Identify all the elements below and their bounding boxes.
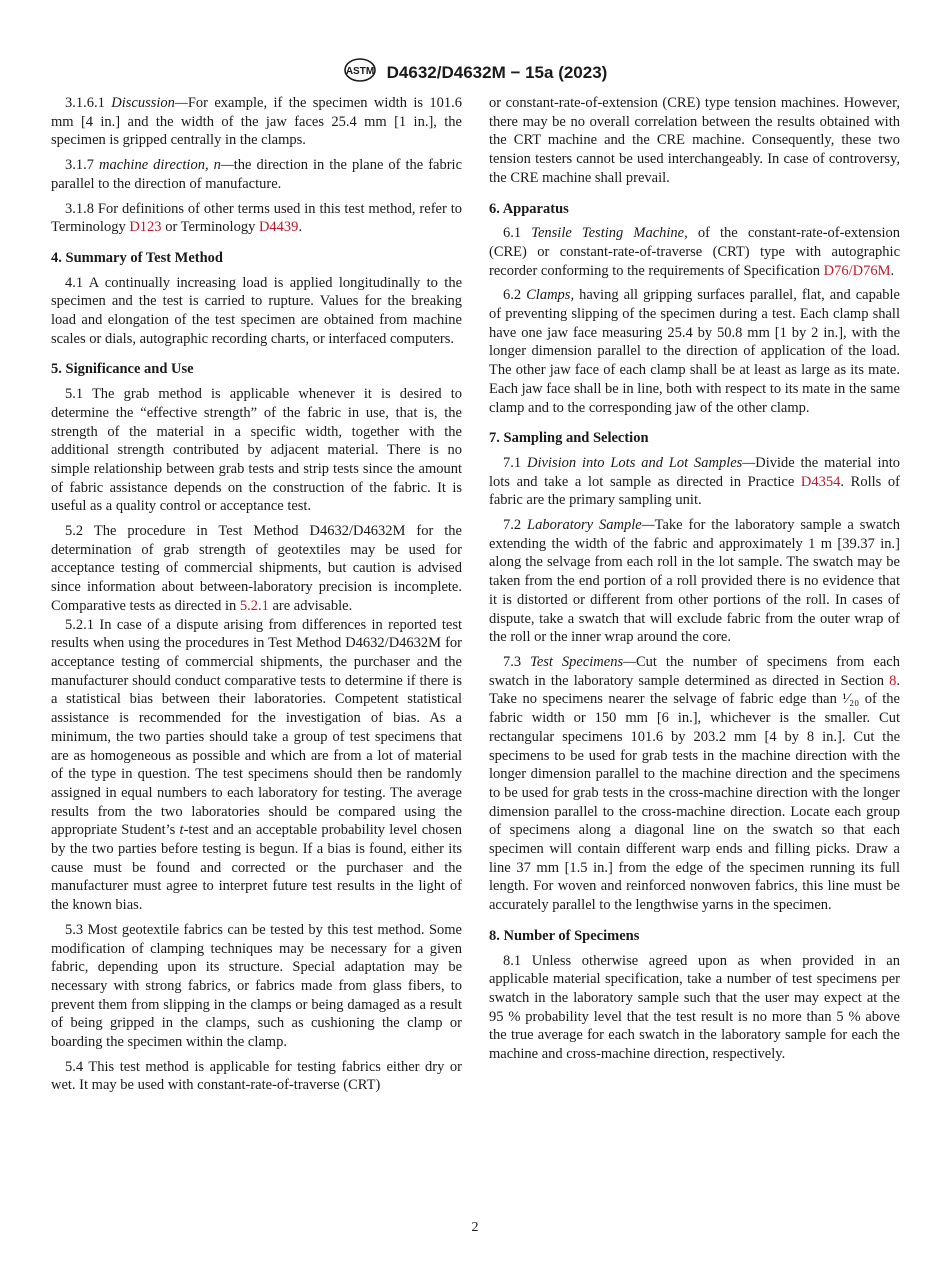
section-5-heading: 5. Significance and Use xyxy=(51,361,194,378)
link-d4354[interactable]: D4354 xyxy=(800,473,841,490)
section-6-heading: 6. Apparatus xyxy=(489,200,569,217)
svg-text:ASTM: ASTM xyxy=(345,66,374,77)
paragraph-5-1: 5.1 The grab method is applicable whenever it is desired to determine the “effective strength” of the fabric in use, that is, the strength of the material in a specific width, together with the additional strength contributed by adjacent material. There is no simple relationship between grab tests and strip tests since the amount of fabric assistance depends on the construction of the fabric. It is useful as a quality control or acceptance test. xyxy=(51,386,462,515)
paragraph-4-1: 4.1 A continually increasing load is applied longitudinally to the specimen and the test is carried to rupture. Values for the breaking load and elongation of the test specimen are obtained from machine scales or dials, autographic recording charts, or interfaced computers. xyxy=(51,274,462,347)
paragraph-8-1: 8.1 Unless otherwise agreed upon as when provided in an applicable material specification, take a number of test specimens per swatch in the laboratory sample such that the user may expect at the 95 % probability level that the test result is no more than 5 % above the true average for each swatch in the laboratory sample for each the machine and cross-machine direction, respectively. xyxy=(489,952,900,1063)
paragraph-5-3: 5.3 Most geotextile fabrics can be tested by this test method. Some modification of clamping techniques may be necessary for a given fabric, depending upon its structure. Special adaptation may be necessary with strong fabrics, or fabrics made from glass fibers, to prevent them from slipping in the clamps or being damaged as a result of being gripped in the clamps, such as cushioning the clamp or boarding the specimen within the clamp. xyxy=(51,921,462,1051)
paragraph-7-3: 7.3 Test Specimens—Cut the number of specimens from each swatch in the laboratory sample determined as directed in Section 8. Take no specimens nearer the selvage of fabric edge than ¹⁄₂₀ of the fabric width or 150 mm [6 in.], whichever is the smaller. Cut rectangular specimens 101.6 by 203.2 mm [4 by 8 in.]. Cut the specimens to be used for grab tests in the machine direction with the longer dimension parallel to the machine direction and the specimens to be used for grab tests in the cross-machine direction with the longer dimension parallel to the cross-machine direction. Locate each group of specimens along a diagonal line on the swatch so that each specimen will contain different warp ends and filling picks. Draw a line 37 mm [1.5 in.] from the edge of the specimen running its full length. For woven and reinforced nonwoven fabrics, this line must be accurately parallel to the lengthwise yarns in the specimen. xyxy=(489,653,900,914)
section-8-heading: 8. Number of Specimens xyxy=(489,927,640,944)
section-4-heading: 4. Summary of Test Method xyxy=(51,249,223,266)
paragraph-3-1-8: 3.1.8 For definitions of other terms used in this test method, refer to Terminology D123 or Terminology D4439. xyxy=(51,200,462,236)
page-number: 2 xyxy=(471,1220,479,1235)
paragraph-5-2: 5.2 The procedure in Test Method D4632/D4632M for the determination of grab strength of geotextiles may be used for acceptance testing of commercial shipments, but caution is advised since information about between-laboratory precision is incomplete. Comparative tests as directed in 5.2.1 are advisable. xyxy=(51,523,462,614)
paragraph-3-1-7: 3.1.7 machine direction, n—the direction in the plane of the fabric parallel to the direction of manufacture. xyxy=(51,157,463,192)
paragraph-5-4-continued: or constant-rate-of-extension (CRE) type tension machines. However, there may be no overall correlation between the results obtained with the CRT machine and the CRE machine. Consequently, these two tension testers cannot be used interchangeably. In case of controversy, the CRE machine shall prevail. xyxy=(489,95,900,186)
link-5-2-1[interactable]: 5.2.1 xyxy=(239,597,269,614)
paragraph-6-1: 6.1 Tensile Testing Machine, of the constant-rate-of-extension (CRE) or constant-rate-of-traverse (CRT) type with autographic recorder conforming to the requirements of Specification D76/D76M. xyxy=(489,225,901,279)
right-column xyxy=(489,94,900,1070)
link-d4439[interactable]: D4439 xyxy=(258,219,299,236)
paragraph-6-2: 6.2 Clamps, having all gripping surfaces parallel, flat, and capable of preventing slipping of the specimen during a test. Each clamp shall have one jaw face measuring 25.4 by 50.8 mm [1 by 2 in.], with the longer dimension parallel to the direction of application of the load. The other jaw face of each clamp shall be at least as large as its mate. Each jaw face shall be in line, both with respect to its mate in the same clamp and to the corresponding jaw of the other clamp. xyxy=(489,287,900,416)
paragraph-5-4: 5.4 This test method is applicable for testing fabrics either dry or wet. It may be used with constant-rate-of-traverse (CRT) xyxy=(51,1058,462,1094)
paragraph-3-1-6-1: 3.1.6.1 Discussion—For example, if the specimen width is 101.6 mm [4 in.] and the width of the jaw faces 25.4 mm [1 in.], the specimen is gripped centrally in the clamps. xyxy=(51,95,463,149)
astm-logo xyxy=(343,57,377,88)
section-7-heading: 7. Sampling and Selection xyxy=(489,430,649,447)
link-d76[interactable]: D76/D76M xyxy=(823,262,891,279)
link-d123[interactable]: D123 xyxy=(129,219,162,236)
link-section-8[interactable]: 8 xyxy=(889,672,897,689)
document-designation: D4632/D4632M − 15a (2023) xyxy=(386,62,608,82)
paragraph-5-2-1: 5.2.1 In case of a dispute arising from differences in reported test results when using the procedures in Test Method D4632/D4632M for acceptance testing of commercial shipments, the purchaser and the manufacturer should conduct comparative tests to determine if there is a statistical bias between their laboratories. Competent statistical assistance is recommended for the investigation of bias. As a minimum, the two parties should take a group of test specimens that are as homogeneous as possible and which are from a lot of material of the type in question. The test specimens should then be randomly assigned in equal numbers to each laboratory for testing. The average results from the two laboratories should be compared using the appropriate Student’s t-test and an acceptable probability level chosen by the two parties before testing is begun. If a bias is found, either its cause must be found and corrected or the purchaser and the manufacturer must agree to interpret future test results in the light of the known bias. xyxy=(51,616,462,914)
page-header xyxy=(0,57,950,88)
paragraph-7-1: 7.1 Division into Lots and Lot Samples—Divide the material into lots and take a lot sample as directed in Practice D4354. Rolls of fabric are the primary sampling unit. xyxy=(489,454,900,509)
left-column xyxy=(51,94,462,1101)
paragraph-7-2: 7.2 Laboratory Sample—Take for the laboratory sample a swatch extending the width of the fabric and approximately 1 m [39.37 in.] along the selvage from each roll in the lot sample. The swatch may be taken from the end portion of a roll provided there is no evidence that it is distorted or different from other portions of the roll. In cases of dispute, take a swatch that will exclude fabric from the outer wrap of the roll or the inner wrap around the core. xyxy=(489,517,901,646)
